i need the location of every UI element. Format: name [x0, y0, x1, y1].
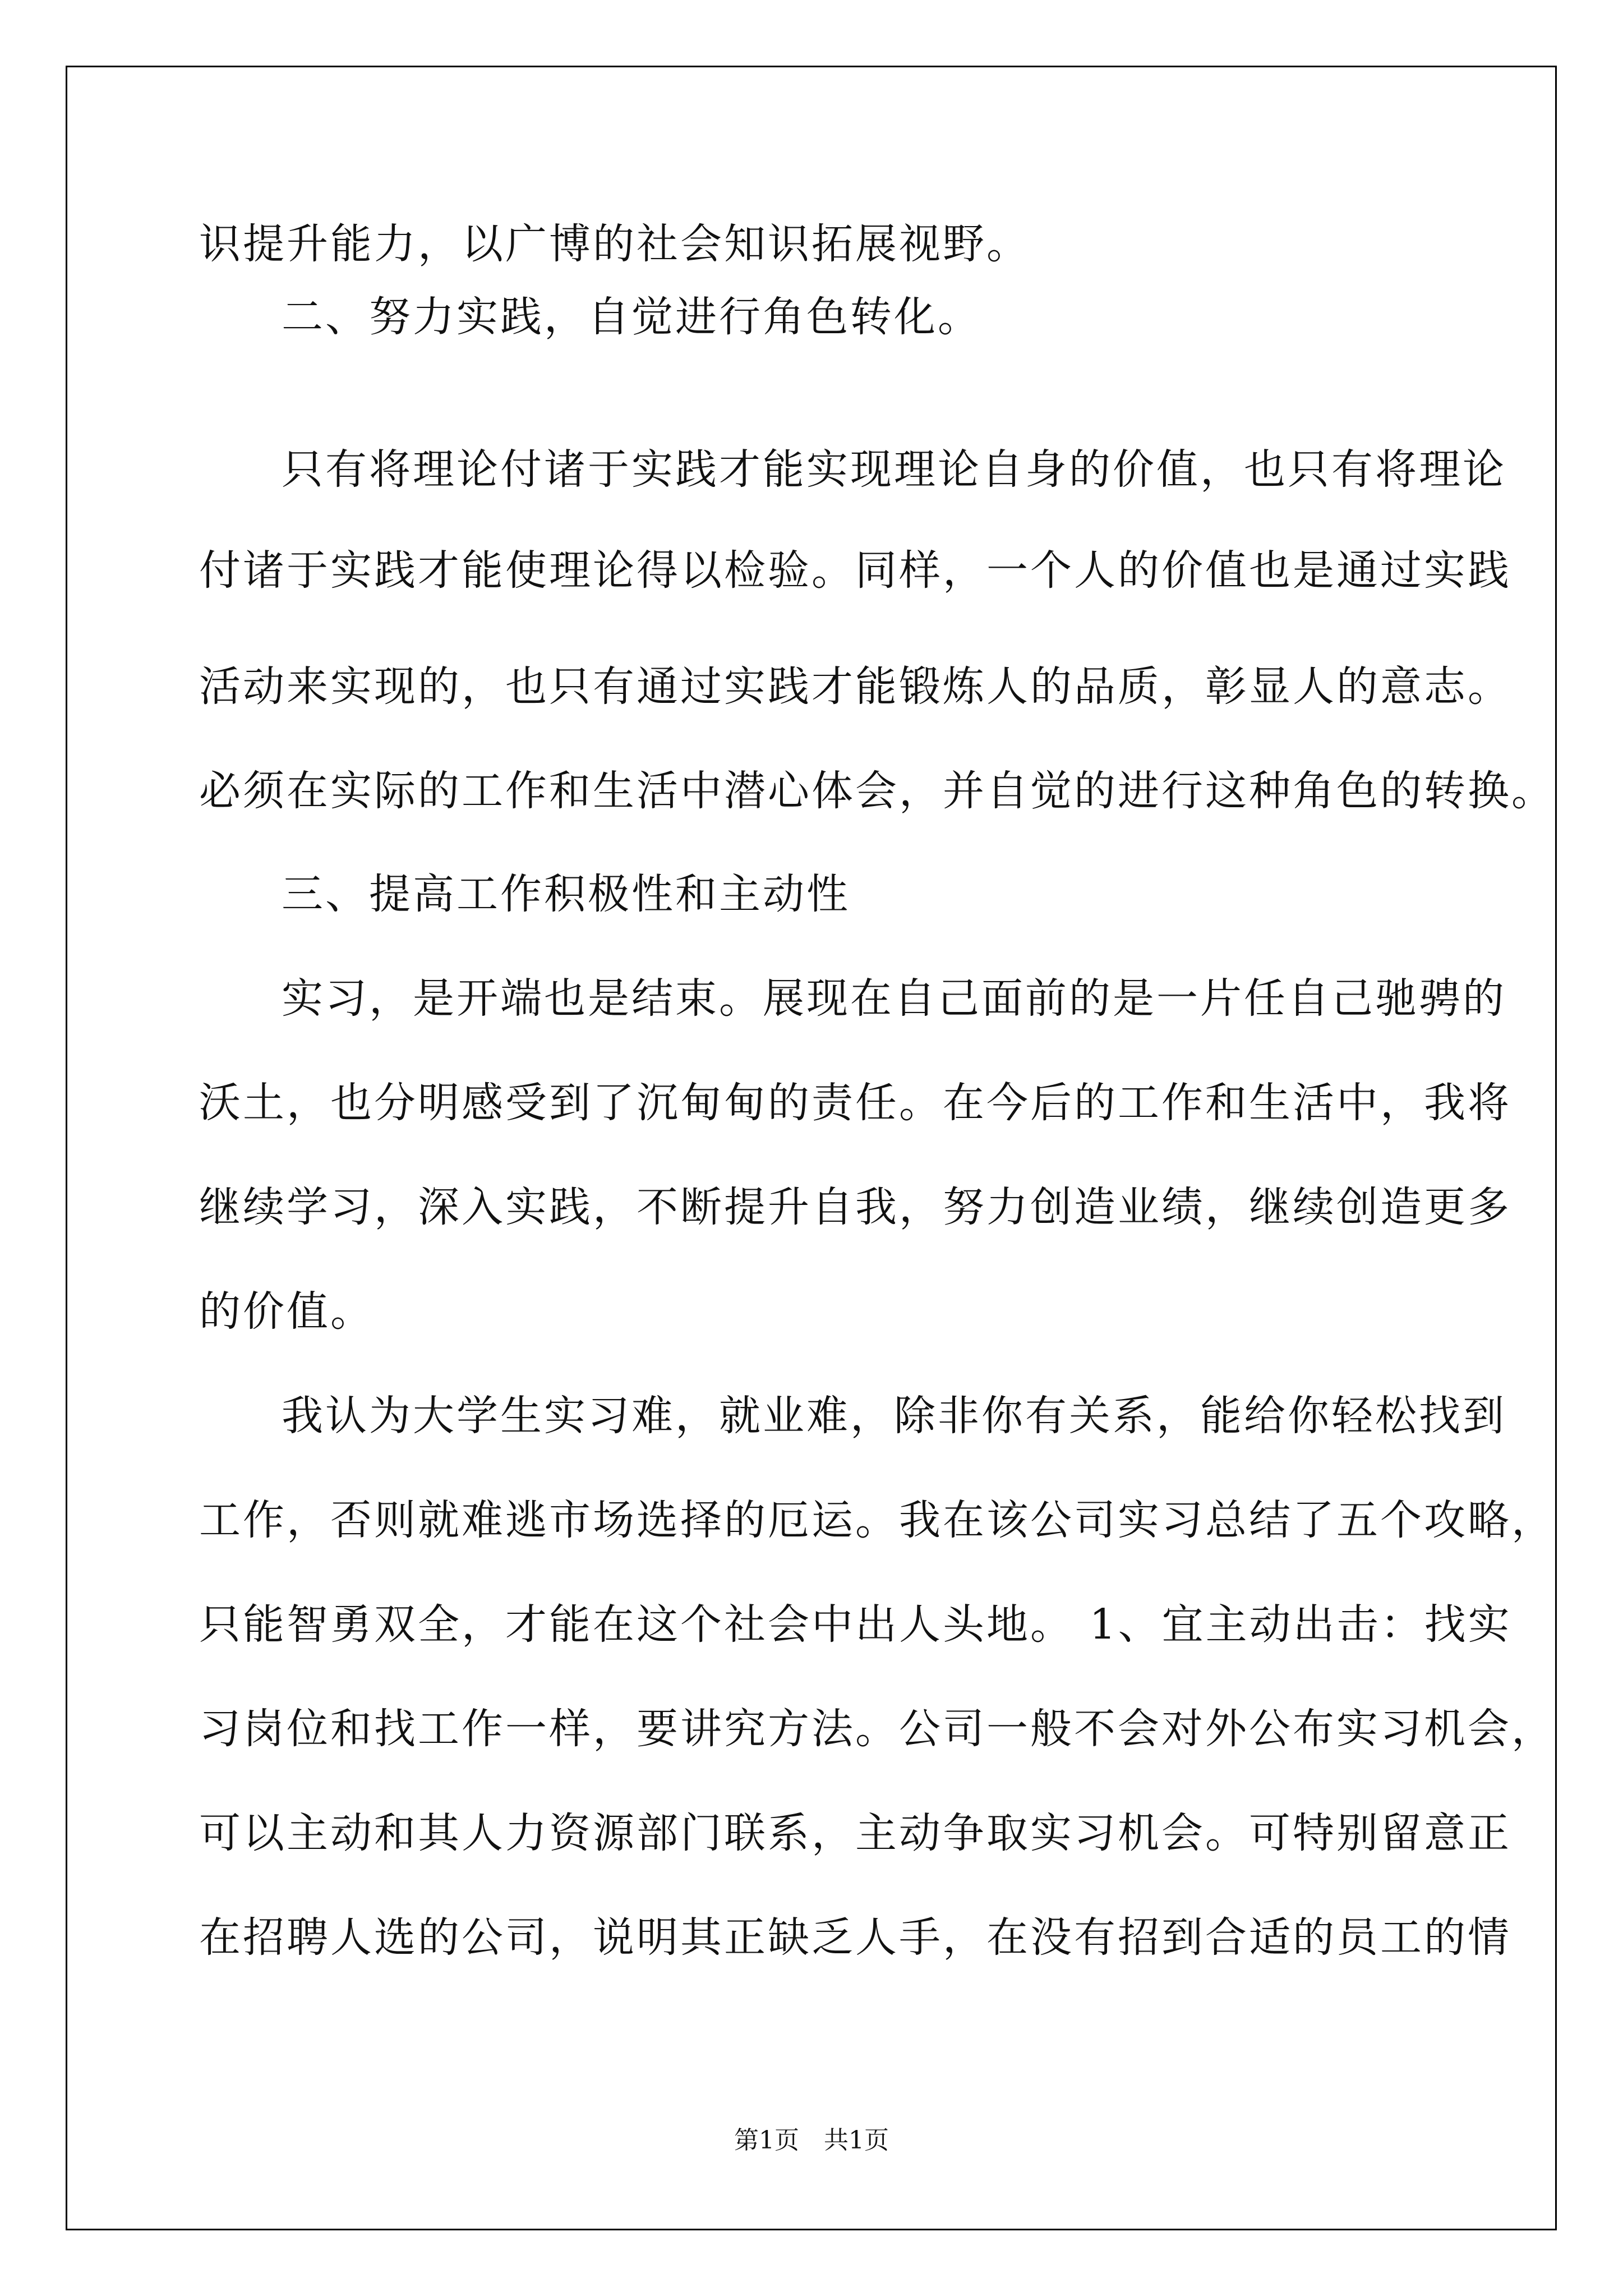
page-border — [66, 66, 1557, 2230]
section-heading: 二、努力实践，自觉进行角色转化。 — [282, 293, 981, 341]
text-line: 继续学习，深入实践，不断提升自我，努力创造业绩，继续创造更多 — [199, 1183, 1511, 1231]
text-line: 必须在实际的工作和生活中潜心体会，并自觉的进行这种角色的转换。 — [199, 767, 1555, 815]
section-heading: 三、提高工作积极性和主动性 — [282, 870, 850, 918]
text-line: 只有将理论付诸于实践才能实现理论自身的价值，也只有将理论 — [282, 445, 1506, 494]
text-line: 习岗位和找工作一样，要讲究方法。公司一般不会对外公布实习机会， — [199, 1705, 1555, 1753]
text-line: 在招聘人选的公司，说明其正缺乏人手，在没有招到合适的员工的情 — [199, 1913, 1511, 1962]
text-line: 只能智勇双全，才能在这个社会中出人头地。 1、宜主动出击：找实 — [199, 1600, 1512, 1649]
text-line: 付诸于实践才能使理论得以检验。同样，一个人的价值也是通过实践 — [199, 546, 1511, 595]
text-line: 的价值。 — [199, 1287, 374, 1336]
text-line: 我认为大学生实习难，就业难，除非你有关系，能给你轻松找到 — [282, 1392, 1506, 1440]
text-line: 沃土，也分明感受到了沉甸甸的责任。在今后的工作和生活中，我将 — [199, 1079, 1511, 1127]
text-line: 识提升能力，以广博的社会知识拓展视野。 — [199, 220, 1030, 268]
page-number: 第1页 共1页 — [734, 2126, 889, 2155]
text-line: 活动来实现的，也只有通过实践才能锻炼人的品质，彰显人的意志。 — [199, 662, 1511, 711]
text-line: 可以主动和其人力资源部门联系，主动争取实习机会。可特别留意正 — [199, 1809, 1511, 1857]
text-line: 实习，是开端也是结束。展现在自己面前的是一片任自己驰骋的 — [282, 974, 1506, 1023]
text-line: 工作，否则就难逃市场选择的厄运。我在该公司实习总结了五个攻略， — [199, 1496, 1555, 1544]
